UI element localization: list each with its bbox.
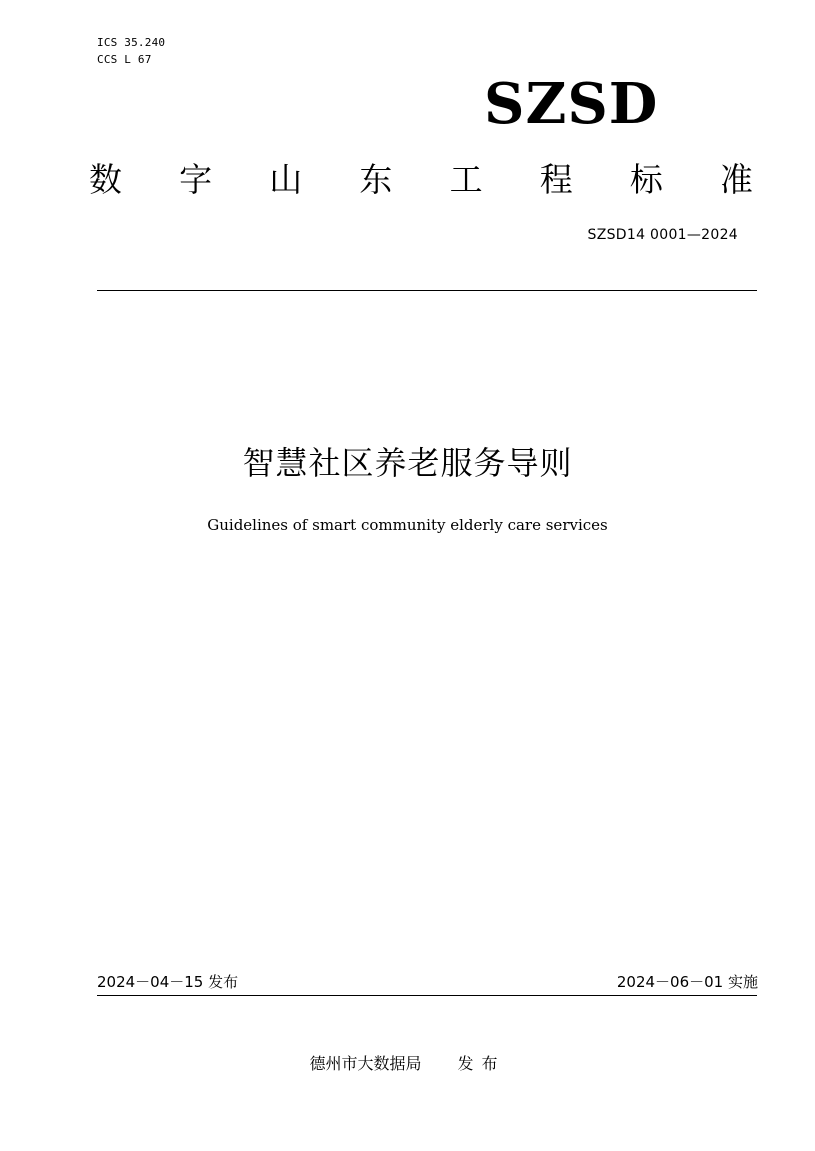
top-divider xyxy=(97,290,757,291)
ics-code: ICS 35.240 xyxy=(97,36,166,49)
document-title-english: Guidelines of smart community elderly care services xyxy=(207,516,608,534)
standard-name-char: 数 xyxy=(89,160,122,199)
ccs-code: CCS L 67 xyxy=(97,53,152,66)
standard-name-char: 程 xyxy=(539,160,573,199)
standard-logo: SZSD xyxy=(484,71,659,137)
issuer-action: 发布 xyxy=(457,1054,506,1073)
issue-date: 2024－04－15 发布 xyxy=(97,973,239,991)
standard-name-char: 字 xyxy=(179,160,213,199)
issuer-name: 德州市大数据局 xyxy=(309,1054,422,1073)
standard-name-char: 东 xyxy=(359,160,393,199)
standard-name-char: 标 xyxy=(629,160,663,199)
standard-name-char: 准 xyxy=(719,160,753,199)
standard-number: SZSD14 0001—2024 xyxy=(587,227,738,243)
issuer-line xyxy=(0,1053,815,1075)
effective-date: 2024－06－01 实施 xyxy=(616,973,758,991)
standard-name-char: 工 xyxy=(449,160,483,199)
bottom-divider xyxy=(97,995,757,996)
document-title-chinese: 智慧社区养老服务导则 xyxy=(242,444,573,482)
standard-category-name xyxy=(89,158,753,202)
standard-name-char: 山 xyxy=(269,160,303,199)
